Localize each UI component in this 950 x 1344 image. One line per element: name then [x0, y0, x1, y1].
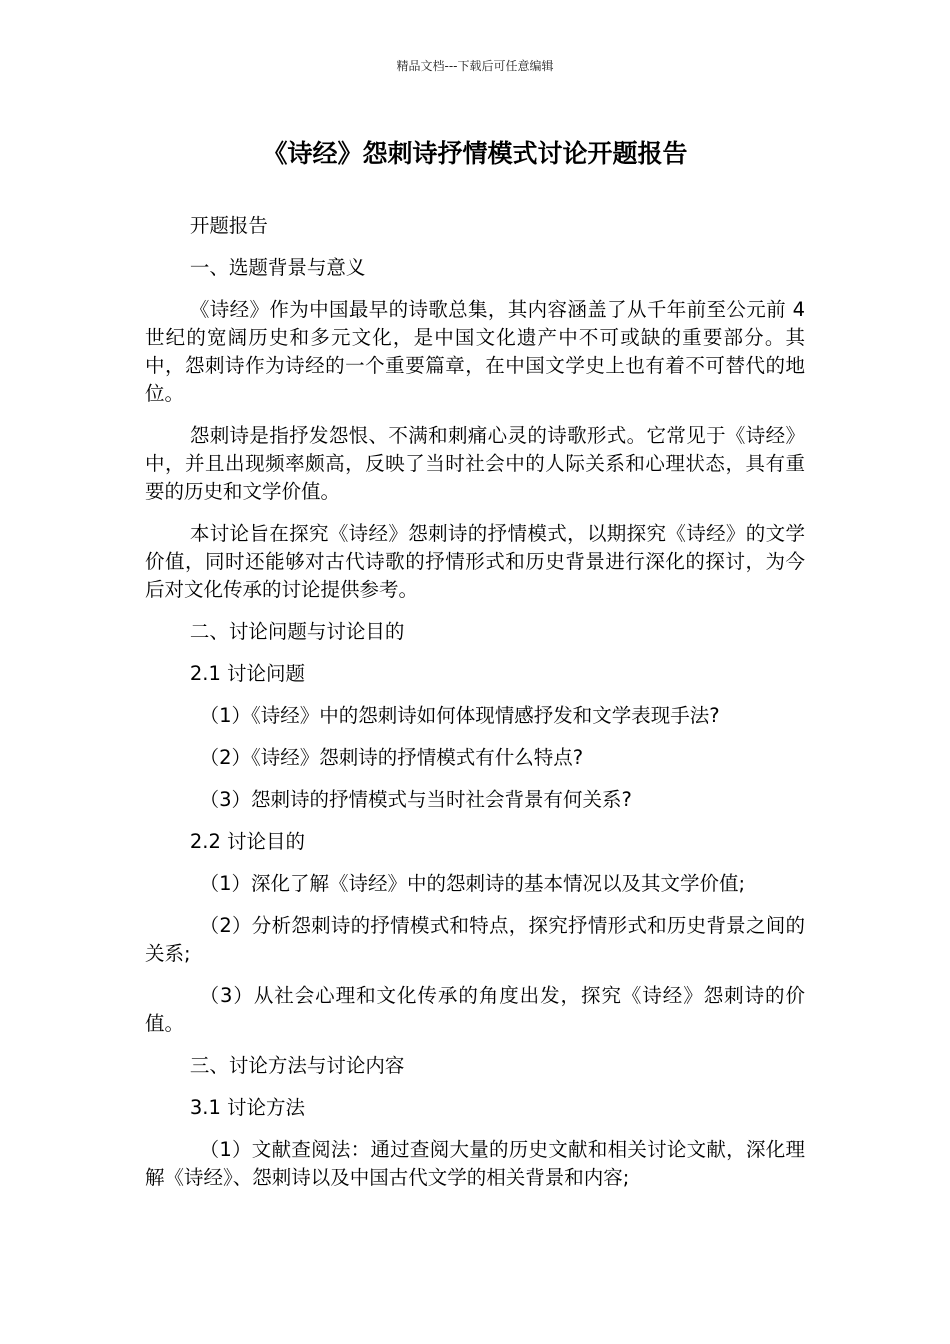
subsection-heading: 3.1 讨论方法 — [189, 1096, 306, 1119]
list-item: （3）从社会心理和文化传承的角度出发，探究《诗经》怨刺诗的价值。 — [145, 984, 805, 1035]
page-header: 精品文档---下载后可任意编辑 — [396, 59, 554, 73]
document-title: 《诗经》怨刺诗抒情模式讨论开题报告 — [262, 139, 688, 168]
list-item: （2）《诗经》怨刺诗的抒情模式有什么特点? — [199, 746, 584, 769]
section-heading: 一、选题背景与意义 — [189, 256, 366, 279]
document-body — [145, 212, 805, 1206]
section-label: 开题报告 — [189, 214, 268, 237]
subsection-heading: 2.2 讨论目的 — [189, 830, 306, 853]
list-item: （1）文献查阅法：通过查阅大量的历史文献和相关讨论文献，深化理解《诗经》、怨刺诗以及中国古代文学的相关背景和内容; — [145, 1138, 805, 1189]
body-paragraph: 《诗经》作为中国最早的诗歌总集，其内容涵盖了从千年前至公元前 4 世纪的宽阔历史和多元文化，是中国文化遗产中不可或缺的重要部分。其中，怨刺诗作为诗经的一个重要篇章，在中国文学史上也有着不可替代的地位。 — [145, 298, 805, 405]
body-paragraph: 怨刺诗是指抒发怨恨、不满和刺痛心灵的诗歌形式。它常见于《诗经》中，并且出现频率颇高，反映了当时社会中的人际关系和心理状态，具有重要的历史和文学价值。 — [145, 424, 805, 503]
list-item: （1）《诗经》中的怨刺诗如何体现情感抒发和文学表现手法? — [199, 704, 720, 727]
section-heading: 三、讨论方法与讨论内容 — [189, 1054, 405, 1077]
section-heading: 二、讨论问题与讨论目的 — [189, 620, 405, 643]
body-paragraph: 本讨论旨在探究《诗经》怨刺诗的抒情模式，以期探究《诗经》的文学价值，同时还能够对古代诗歌的抒情形式和历史背景进行深化的探讨，为今后对文化传承的讨论提供参考。 — [145, 522, 805, 601]
list-item: （2）分析怨刺诗的抒情模式和特点，探究抒情形式和历史背景之间的关系; — [145, 914, 805, 965]
list-item: （3）怨刺诗的抒情模式与当时社会背景有何关系? — [199, 788, 632, 811]
list-item: （1）深化了解《诗经》中的怨刺诗的基本情况以及其文学价值; — [199, 872, 746, 895]
subsection-heading: 2.1 讨论问题 — [189, 662, 306, 685]
